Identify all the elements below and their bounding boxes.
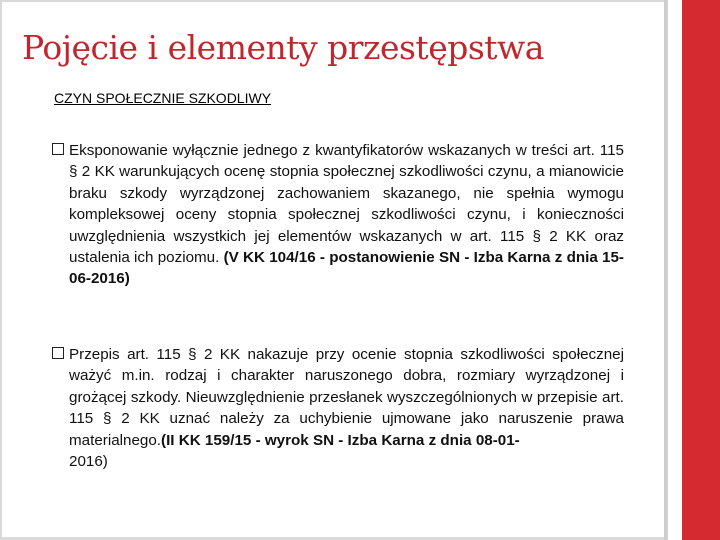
side-gap (668, 0, 682, 540)
paragraph-1-body (52, 140, 624, 290)
slide-border-top (0, 0, 668, 2)
slide-border-left (0, 0, 2, 540)
side-red-bar (682, 0, 720, 540)
slide-title: Pojęcie i elementy przestępstwa (22, 28, 544, 67)
paragraph-2 (52, 344, 624, 472)
paragraph-1 (52, 140, 624, 290)
slide-subtitle: CZYN SPOŁECZNIE SZKODLIWY (54, 90, 272, 106)
checkbox-bullet-icon (52, 143, 64, 155)
paragraph-2-citation: (II KK 159/15 - wyrok SN - Izba Karna z dnia 08-01- (161, 431, 520, 449)
checkbox-bullet-icon (52, 347, 64, 359)
paragraph-2-text: Przepis art. 115 § 2 KK nakazuje przy ocenie stopnia szkodliwości społecznej ważyć m.in. rodzaj i charakter naruszonego dobra, rozmiary wyrządzonej i grożącej szkody. Nieuwzględnienie przesłanek wyszczególnionych w przepisie art. 115 § 2 KK uznać należy za uchybienie ujmowane jako naruszenie prawa materialnego. (69, 346, 624, 449)
paragraph-2-body (52, 344, 624, 472)
paragraph-2-citation-tail: 2016) (69, 453, 108, 471)
paragraph-1-citation: (V KK 104/16 - postanowienie SN - Izba Karna z dnia 15-06-2016) (69, 249, 624, 288)
paragraph-1-text: Eksponowanie wyłącznie jednego z kwantyfikatorów wskazanych w treści art. 115 § 2 KK warunkujących ocenę stopnia społecznej szkodliwości czynu, a mianowicie braku szkody wyrządzonej zachowaniem skazanego, nie spełnia wymogu kompleksowej oceny stopnia społecznej szkodliwości czynu, i konieczności uwzględnienia wszystkich jej elementów wskazanych w art. 115 § 2 KK oraz ustalenia ich poziomu. (69, 142, 624, 267)
